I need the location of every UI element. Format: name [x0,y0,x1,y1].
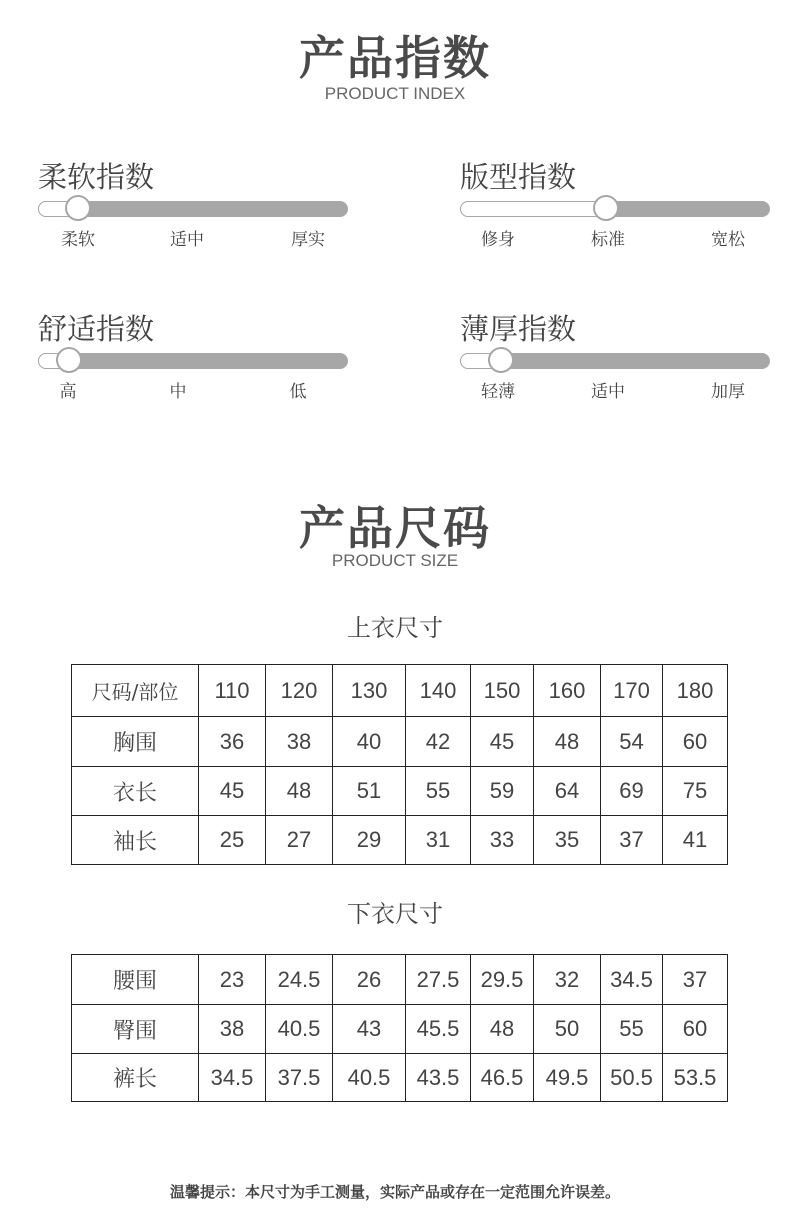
level-label: 适中 [591,382,625,402]
index-title: 柔软指数 [38,160,155,194]
row-label: 胸围 [72,717,199,767]
index-slider-track [38,353,348,369]
table-cell: 40.5 [333,1054,406,1102]
table-cell: 51 [333,767,406,816]
index-slider-track [38,201,348,217]
level-label: 修身 [481,230,515,250]
size-section-subtitle: PRODUCT SIZE [331,551,459,570]
thickness-index [460,307,772,407]
level-label: 低 [289,382,307,402]
table-cell: 40.5 [266,1005,333,1054]
table-cell: 49.5 [534,1054,601,1102]
table-cell: 37.5 [266,1054,333,1102]
table-cell: 69 [601,767,663,816]
corner-cell: 尺码/部位 [72,665,199,717]
size-section-title: 产品尺码 [299,501,491,555]
size-header: 170 [601,665,663,717]
level-label: 标准 [591,230,625,250]
table-cell: 64 [534,767,601,816]
slider-fill [460,201,606,217]
table-cell: 59 [471,767,534,816]
table-row [72,816,728,865]
table-cell: 50 [534,1005,601,1054]
row-label: 裤长 [72,1054,199,1102]
size-header: 110 [199,665,266,717]
table-cell: 48 [534,717,601,767]
size-header: 130 [333,665,406,717]
level-label: 轻薄 [481,382,515,402]
table-cell: 34.5 [199,1054,266,1102]
table-cell: 35 [534,816,601,865]
table-cell: 38 [266,717,333,767]
level-label: 高 [59,382,77,402]
index-slider-track [460,201,770,217]
slider-knob [56,347,82,373]
size-header: 160 [534,665,601,717]
table-cell: 75 [663,767,728,816]
table-cell: 29.5 [471,955,534,1005]
size-header: 180 [663,665,728,717]
index-title: 舒适指数 [38,312,155,346]
table-cell: 53.5 [663,1054,728,1102]
row-label: 臀围 [72,1005,199,1054]
table-cell: 33 [471,816,534,865]
table-cell: 26 [333,955,406,1005]
softness-index [38,155,350,255]
table-cell: 42 [406,717,471,767]
table-cell: 34.5 [601,955,663,1005]
bottom-size-table [71,954,728,1102]
table-cell: 45.5 [406,1005,471,1054]
table-cell: 60 [663,1005,728,1054]
table-cell: 45 [199,767,266,816]
row-label: 衣长 [72,767,199,816]
measurement-note: 温馨提示：本尺寸为手工测量，实际产品或存在一定范围允许误差。 [169,1183,620,1201]
index-section-title: 产品指数 [299,31,491,85]
table-cell: 43 [333,1005,406,1054]
table-cell: 48 [471,1005,534,1054]
table-cell: 25 [199,816,266,865]
index-slider-track [460,353,770,369]
index-title: 薄厚指数 [460,312,577,346]
size-header: 150 [471,665,534,717]
table-cell: 46.5 [471,1054,534,1102]
level-label: 适中 [170,230,204,250]
table-cell: 48 [266,767,333,816]
slider-knob [488,347,514,373]
table-cell: 27 [266,816,333,865]
index-title: 版型指数 [460,160,577,194]
table-row [72,1054,728,1102]
table-row [72,767,728,816]
table-cell: 55 [601,1005,663,1054]
table-cell: 54 [601,717,663,767]
table-cell: 50.5 [601,1054,663,1102]
table-cell: 60 [663,717,728,767]
index-section-subtitle: PRODUCT INDEX [324,84,466,103]
table-row [72,717,728,767]
slider-knob [593,195,619,221]
comfort-index [38,307,350,407]
table-cell: 36 [199,717,266,767]
table-cell: 37 [663,955,728,1005]
row-label: 腰围 [72,955,199,1005]
table-row [72,955,728,1005]
table-cell: 40 [333,717,406,767]
table-cell: 55 [406,767,471,816]
fit-index [460,155,772,255]
table-cell: 27.5 [406,955,471,1005]
table-cell: 32 [534,955,601,1005]
table-cell: 29 [333,816,406,865]
table-cell: 45 [471,717,534,767]
level-label: 中 [169,382,187,402]
row-label: 袖长 [72,816,199,865]
level-label: 宽松 [711,230,745,250]
size-header: 140 [406,665,471,717]
table-cell: 23 [199,955,266,1005]
slider-knob [65,195,91,221]
table-cell: 31 [406,816,471,865]
level-label: 加厚 [711,382,745,402]
table-cell: 37 [601,816,663,865]
table-header-row [72,665,728,717]
table-row [72,1005,728,1054]
table-cell: 24.5 [266,955,333,1005]
bottom-table-heading: 下衣尺寸 [347,900,443,928]
level-label: 柔软 [61,230,95,250]
table-cell: 41 [663,816,728,865]
top-table-heading: 上衣尺寸 [347,614,443,642]
size-header: 120 [266,665,333,717]
top-size-table [71,664,728,865]
table-cell: 43.5 [406,1054,471,1102]
level-label: 厚实 [291,230,325,250]
table-cell: 38 [199,1005,266,1054]
